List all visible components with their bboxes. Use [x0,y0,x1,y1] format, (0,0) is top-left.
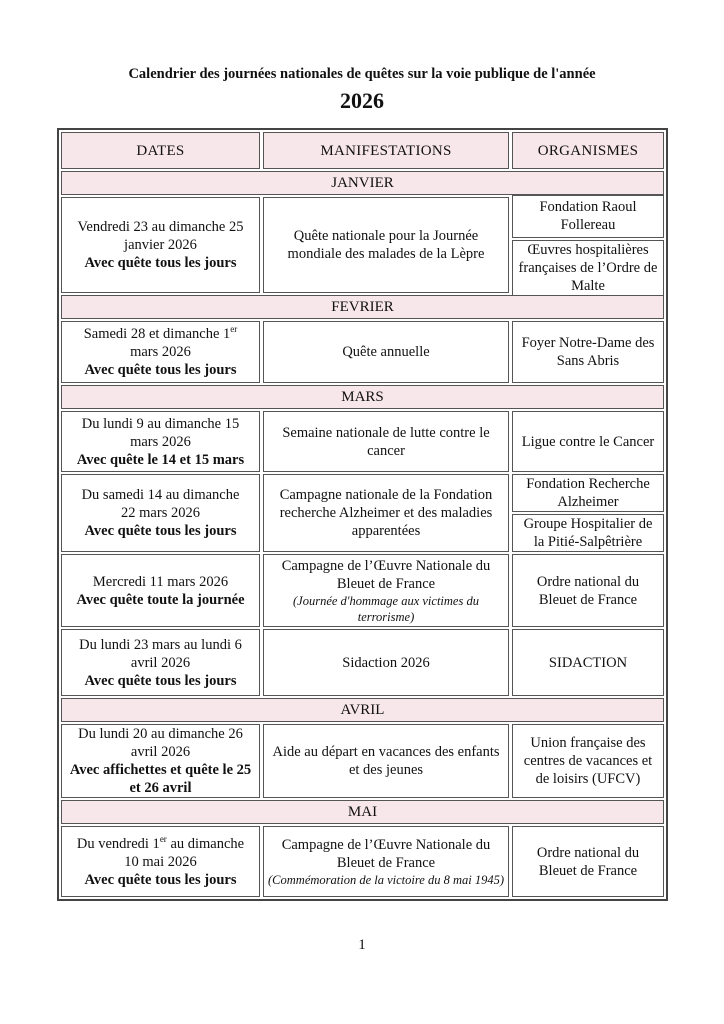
dates-text: Du lundi 23 mars au lundi 6 [79,636,242,653]
organismes-cell [512,197,664,293]
manifestation-cell [263,629,509,696]
dates-text: 10 mai 2026 [124,853,197,870]
month-header-janvier: JANVIER [61,171,664,195]
manifestation-cell [263,321,509,383]
organisme-name: Groupe Hospitalier de la Pitié-Salpêtrière [512,514,664,552]
dates-text-part: Samedi 28 et dimanche 1 [83,326,231,342]
manifestation-note: (Journée d'hommage aux victimes du terrorisme) [293,593,479,624]
manifestation-text: Aide au départ en vacances des enfants et des jeunes [272,744,500,778]
manifestation-cell [263,554,509,627]
dates-cell [61,724,260,798]
organisme-name: Fondation Raoul Follereau [512,195,664,238]
organismes-cell [512,474,664,552]
manifestation-text: Quête annuelle [342,344,430,360]
manifestation-text: Campagne de l’Œuvre Nationale du Bleuet de France [281,557,491,592]
organismes-cell [512,554,664,627]
quete-note: Avec quête toute la journée [76,591,245,608]
manifestation-cell [263,826,509,897]
dates-text: Mercredi 11 mars 2026 [92,573,229,590]
manifestation-cell [263,724,509,798]
dates-cell [61,321,260,383]
quete-note: Avec quête tous les jours [84,672,237,689]
dates-text: Du lundi 9 au dimanche 15 [81,415,240,432]
manifestation-text: Semaine nationale de lutte contre le cancer [282,424,490,459]
manifestation-cell [263,411,509,472]
dates-cell [61,554,260,627]
organismes-cell [512,629,664,696]
manifestation-note: (Commémoration de la victoire du 8 mai 1945) [268,872,504,887]
organisme-name: Ordre national du Bleuet de France [536,573,640,608]
dates-text: mars 2026 [130,344,191,360]
dates-text-part: au dimanche [166,835,245,852]
column-header-manifestations: MANIFESTATIONS [263,132,509,169]
dates-text: avril 2026 [130,654,191,671]
dates-text: janvier 2026 [124,237,197,253]
dates-text: mars 2026 [130,433,191,450]
organisme-name: Union française des centres de vacances et de loisirs (UFCV) [523,735,653,787]
manifestation-text: Quête nationale pour la Journée mondiale des malades de la Lèpre [287,228,485,262]
dates-cell [61,197,260,293]
quete-note: Avec quête tous les jours [84,523,237,539]
organisme-name: Ligue contre le Cancer [521,433,655,450]
dates-superscript: er [230,324,238,335]
dates-text-part: Du vendredi 1 [76,835,160,852]
month-header-mai: MAI [61,800,664,824]
organisme-name: Ordre national du Bleuet de France [536,844,640,879]
manifestation-text: Campagne nationale de la Fondation recherche Alzheimer et des maladies apparentées [279,487,493,539]
dates-text: avril 2026 [130,744,191,760]
dates-superscript: er [159,833,167,844]
quete-note: Avec quête tous les jours [84,255,237,271]
organisme-name: SIDACTION [548,654,628,671]
document-year: 2026 [340,88,384,113]
quete-note: Avec quête le 14 et 15 mars [76,451,245,468]
document-title: Calendrier des journées nationales de quêtes sur la voie publique de l'année [128,66,596,82]
dates-cell [61,629,260,696]
month-header-mars: MARS [61,385,664,409]
dates-text [77,835,244,853]
quete-note: Avec affichettes et quête le 25 et 26 avril [69,762,252,796]
calendar-table [57,128,668,901]
dates-text: Du lundi 20 au dimanche 26 [78,726,243,742]
dates-text: Vendredi 23 au dimanche 25 [77,219,244,235]
page-number: 1 [358,937,366,953]
dates-text [84,325,238,343]
dates-cell [61,826,260,897]
organismes-cell [512,411,664,472]
dates-cell [61,411,260,472]
organisme-name: Œuvres hospitalières françaises de l’Ordre de Malte [512,240,664,296]
manifestation-cell [263,474,509,552]
month-header-fevrier: FEVRIER [61,295,664,319]
dates-text: Du samedi 14 au dimanche [81,487,240,503]
column-header-organismes: ORGANISMES [512,132,664,169]
manifestation-text: Campagne de l’Œuvre Nationale du Bleuet de France [281,836,491,871]
organisme-name: Fondation Recherche Alzheimer [512,474,664,512]
manifestation-cell [263,197,509,293]
quete-note: Avec quête tous les jours [84,362,237,378]
organismes-cell [512,826,664,897]
column-header-dates: DATES [61,132,260,169]
month-header-avril: AVRIL [61,698,664,722]
organismes-cell [512,321,664,383]
manifestation-text: Sidaction 2026 [342,654,430,671]
quete-note: Avec quête tous les jours [84,871,237,888]
dates-cell [61,474,260,552]
organismes-cell [512,724,664,798]
organisme-name: Foyer Notre-Dame des Sans Abris [521,335,655,369]
dates-text: 22 mars 2026 [121,505,200,521]
